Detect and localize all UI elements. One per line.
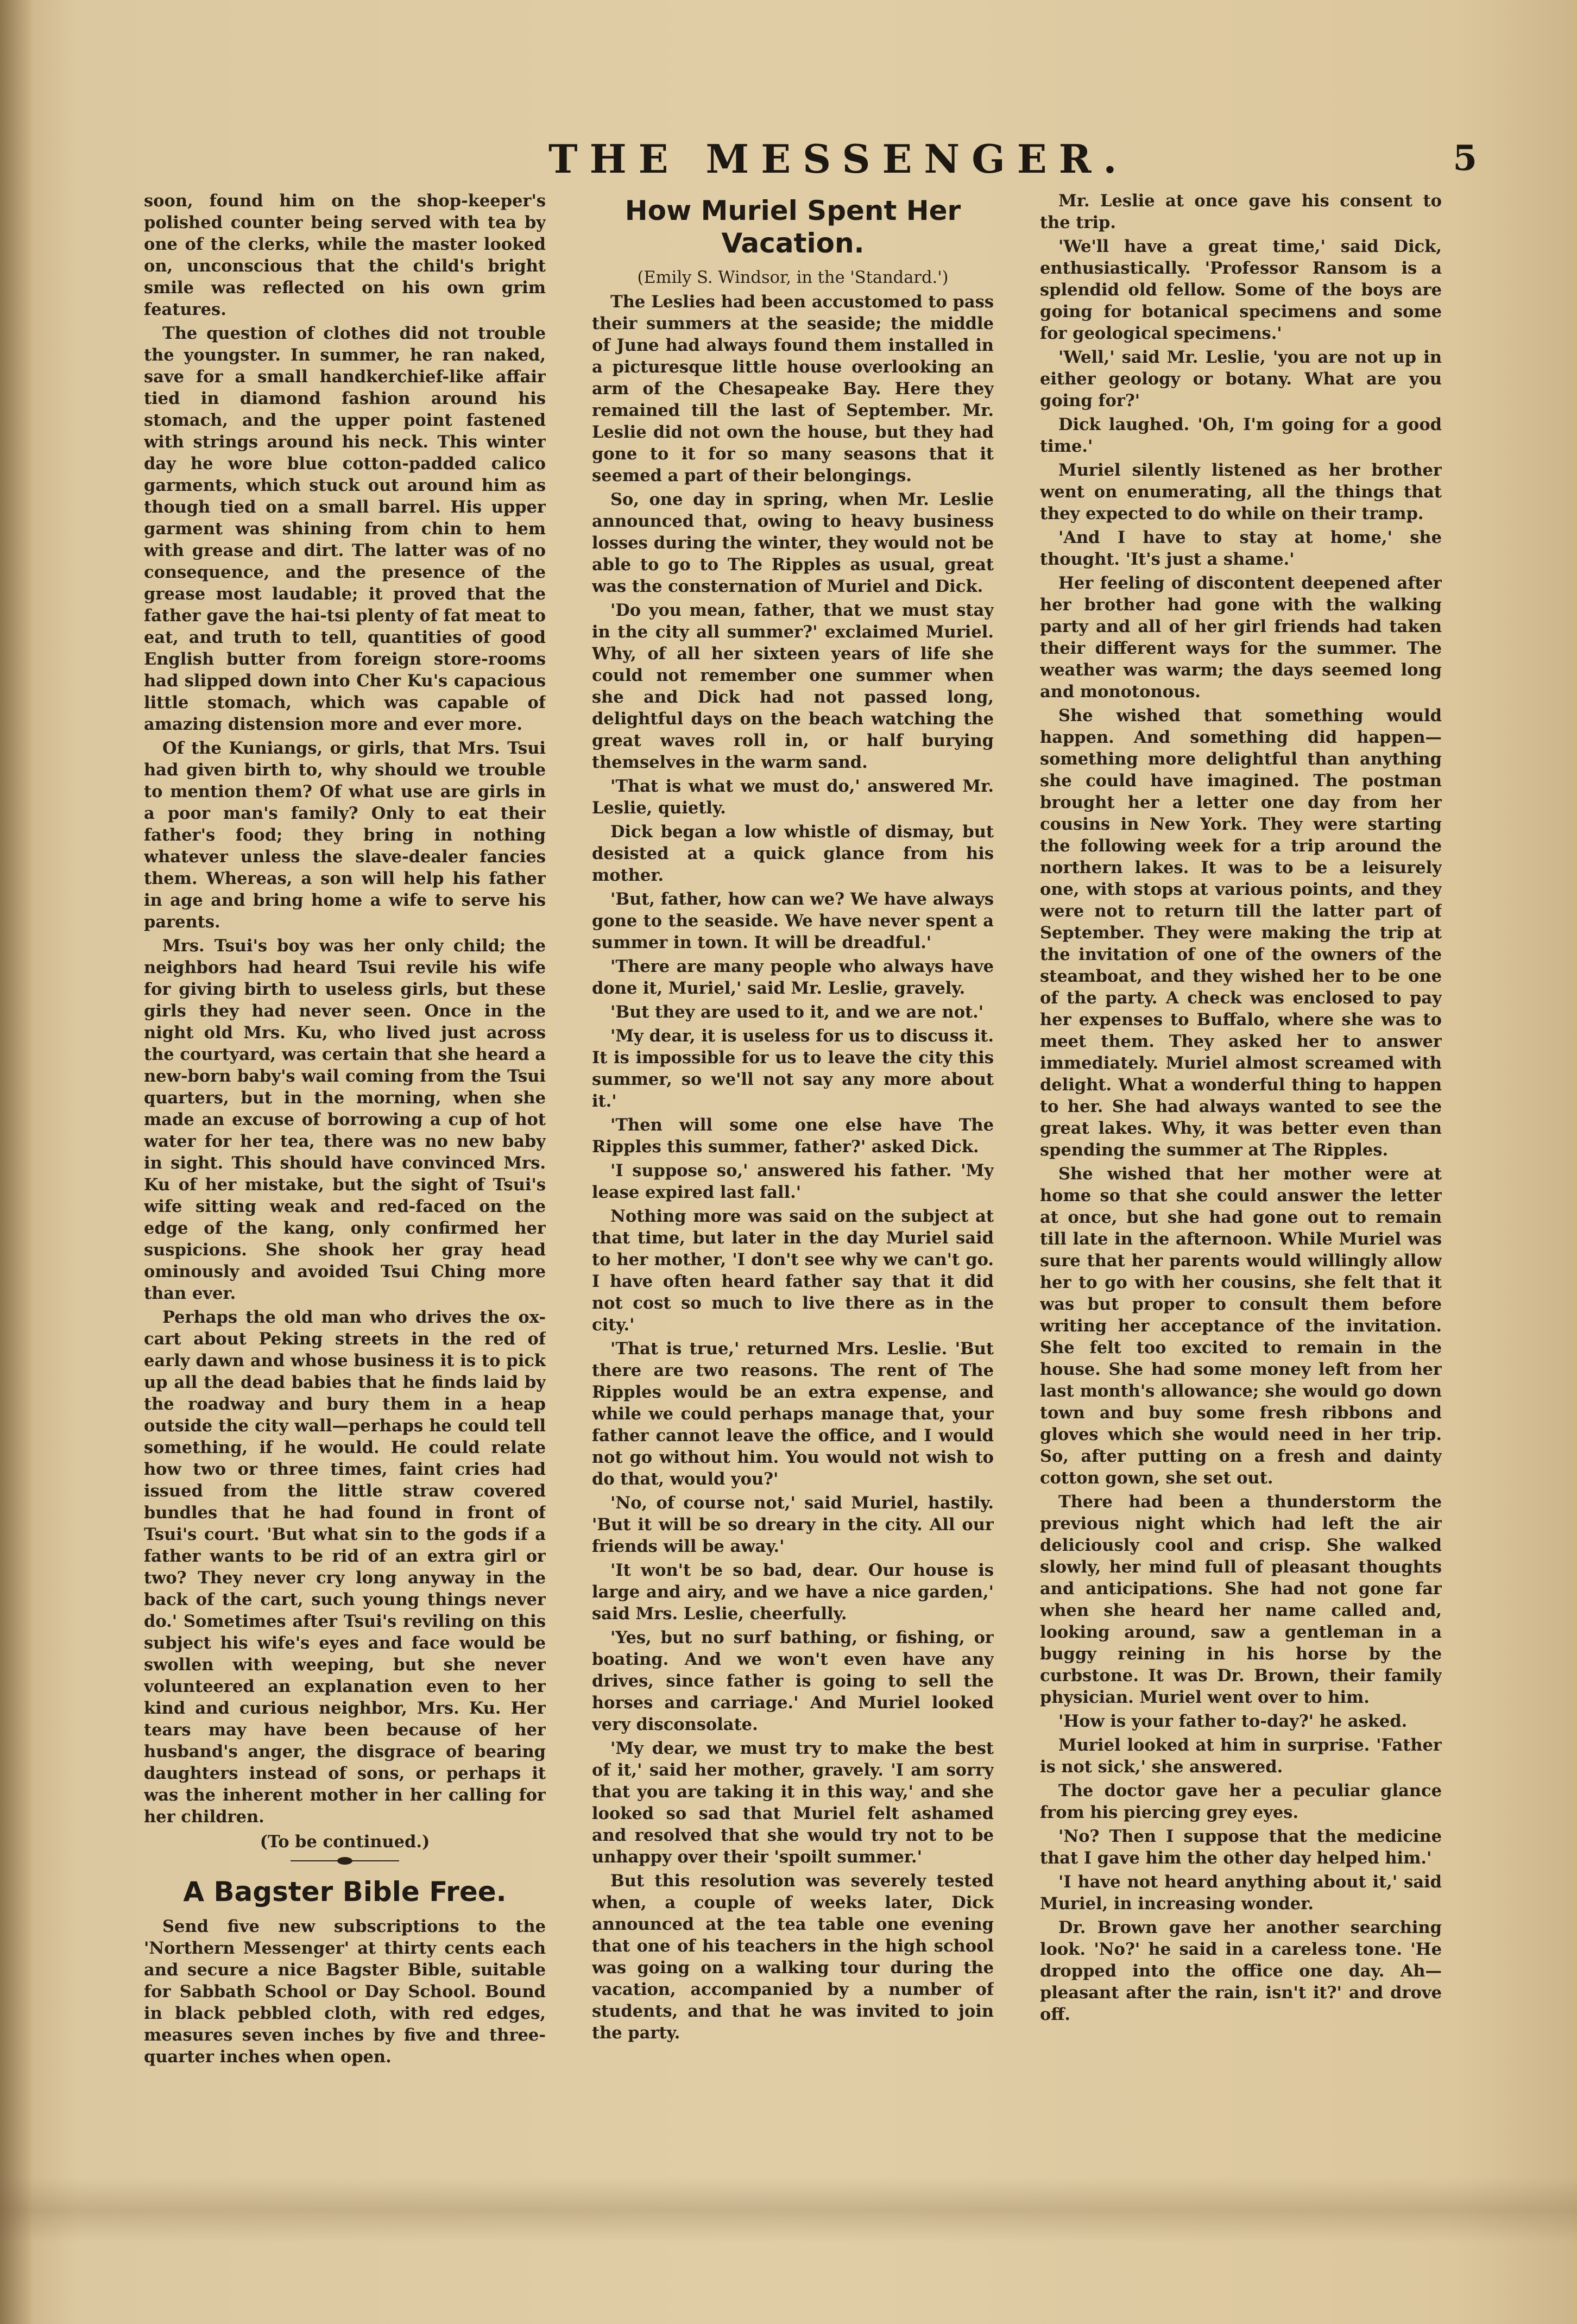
paragraph: So, one day in spring, when Mr. Leslie announced that, owing to heavy business losses during the winter, they would not be able to go to The Ripples as usual, great was the consternation of Muriel and Dick.: [592, 490, 994, 596]
masthead-title: THE MESSENGER.: [548, 136, 1129, 182]
paragraph: 'Do you mean, father, that we must stay in the city all summer?' exclaimed Muriel. Why, of all her sixteen years of life she could not remember one summer when she and Dick had not passed long, delightful days on the beach watching the great waves roll in, or half burying themselves in the warm sand.: [592, 601, 994, 772]
column-right: [1040, 190, 1442, 2215]
paragraph: Dr. Brown gave her another searching look. 'No?' he said in a careless tone. 'He dropped into the office one day. Ah—pleasant after the rain, isn't it?' and drove off.: [1040, 1918, 1442, 2024]
article-byline: (Emily S. Windsor, in the 'Standard.'): [637, 268, 949, 287]
paragraph: 'But, father, how can we? We have always gone to the seaside. We have never spent a summer in town. It will be dreadful.': [592, 889, 994, 952]
page-edge-shadow: [0, 0, 33, 2324]
paragraph: There had been a thunderstorm the previous night which had left the air deliciously cool and crisp. She walked slowly, her mind full of pleasant thoughts and anticipations. She had not gone far when she heard her name called and, looking around, saw a gentleman in a buggy reining in his horse by the curbstone. It was Dr. Brown, their family physician. Muriel went over to him.: [1040, 1492, 1442, 1707]
paragraph: Muriel looked at him in surprise. 'Father is not sick,' she answered.: [1040, 1735, 1442, 1777]
paragraph: 'And I have to stay at home,' she thought. 'It's just a shame.': [1040, 528, 1442, 569]
paragraph: Her feeling of discontent deepened after her brother had gone with the walking party and all of her girl friends had taken their different ways for the summer. The weather was warm; the days seemed long and monotonous.: [1040, 573, 1442, 702]
paragraph: She wished that something would happen. And something did happen—something more delightful than anything she could have imagined. The postman brought her a letter one day from her cousins in New York. They were starting the following week for a trip around the northern lakes. It was to be a leisurely one, with stops at various points, and they were not to return till the latter part of September. They were making the trip at the invitation of one of the owners of the steamboat, and they wished her to be one of the party. A check was enclosed to pay her expenses to Buffalo, where she was to meet them. They asked her to answer immediately. Muriel almost screamed with delight. What a wonderful thing to happen to her. She had always wanted to see the great lakes. Why, it was better even than spending the summer at The Ripples.: [1040, 706, 1442, 1160]
paragraph: 'My dear, we must try to make the best of it,' said her mother, gravely. 'I am sorry that you are taking it in this way,' and she looked so sad that Muriel felt ashamed and resolved that she would try not to be unhappy over their 'spoilt summer.': [592, 1739, 994, 1867]
paragraph: 'I have not heard anything about it,' said Muriel, in increasing wonder.: [1040, 1872, 1442, 1913]
paragraph: Muriel silently listened as her brother went on enumerating, all the things that they expected to do while on their tramp.: [1040, 460, 1442, 523]
paragraph: 'Well,' said Mr. Leslie, 'you are not up in either geology or botany. What are you going for?': [1040, 348, 1442, 411]
paragraph: 'My dear, it is useless for us to discuss it. It is impossible for us to leave the city this summer, so we'll not say any more about it.': [592, 1026, 994, 1111]
page-number: 5: [1453, 138, 1477, 179]
paragraph: 'But they are used to it, and we are not.': [610, 1002, 984, 1022]
paragraph: Perhaps the old man who drives the ox-cart about Peking streets in the red of early dawn and whose business it is to pick up all the dead babies that he finds laid by the roadway and bury them in a heap outside the city wall—perhaps he could tell something, if he would. He could relate how two or three times, faint cries had issued from the little straw covered bundles that he had found in front of Tsui's court. 'But what sin to the gods if a father wants to be rid of an extra girl or two? They never cry long anyway in the back of the cart, such young things never do.' Sometimes after Tsui's reviling on this subject his wife's eyes and face would be swollen with weeping, but she never volunteered an explanation even to her kind and curious neighbor, Mrs. Ku. Her tears may have been because of her husband's anger, the disgrace of bearing daughters instead of sons, or perhaps it was the inherent mother in her calling for her children.: [144, 1308, 546, 1827]
to-be-continued: (To be continued.): [260, 1832, 430, 1852]
column-middle: [592, 190, 994, 2215]
paragraph: Dick laughed. 'Oh, I'm going for a good time.': [1040, 415, 1442, 456]
section-divider: [291, 1860, 399, 1861]
paragraph: 'How is your father to-day?' he asked.: [1058, 1712, 1408, 1731]
paragraph: She wished that her mother were at home so that she could answer the letter at once, but she had gone out to remain till late in the afternoon. While Muriel was sure that her parents would willingly allow her to go with her cousins, she felt that it was but proper to consult them before writing her acceptance of the invitation. She felt too excited to remain in the house. She had some money left from her last month's allowance; she would go down town and buy some fresh ribbons and gloves which she would need in her trip. So, after putting on a fresh and dainty cotton gown, she set out.: [1040, 1164, 1442, 1488]
paragraph: 'Then will some one else have The Ripples this summer, father?' asked Dick.: [592, 1115, 994, 1157]
paragraph: 'No, of course not,' said Muriel, hastily. 'But it will be so dreary in the city. All our friends will be away.': [592, 1493, 994, 1556]
paragraph: Of the Kuniangs, or girls, that Mrs. Tsui had given birth to, why should we trouble to mention them? Of what use are girls in a poor man's family? Only to eat their father's food; they bring in nothing whatever unless the slave-dealer fancies them. Whereas, a son will help his father in age and bring home a wife to serve his parents.: [144, 738, 546, 932]
paragraph: 'I suppose so,' answered his father. 'My lease expired last fall.': [592, 1161, 994, 1202]
bible-offer-text: Send five new subscriptions to the 'Northern Messenger' at thirty cents each and secure a nice Bagster Bible, suitable for Sabbath School or Day School. Bound in black pebbled cloth, with red edges, measures seven inches by five and three-quarter inches when open.: [144, 1917, 546, 2067]
paragraph: But this resolution was severely tested when, a couple of weeks later, Dick announced at the tea table one evening that one of his teachers in the high school was going on a walking tour during the vacation, accompanied by a number of students, and that he was invited to join the party.: [592, 1871, 994, 2043]
page-header: [141, 136, 1477, 195]
paragraph: Mr. Leslie at once gave his consent to the trip.: [1040, 191, 1442, 232]
paragraph: The doctor gave her a peculiar glance from his piercing grey eyes.: [1040, 1781, 1442, 1822]
paragraph: Dick began a low whistle of dismay, but desisted at a quick glance from his mother.: [592, 822, 994, 885]
paragraph: Mrs. Tsui's boy was her only child; the neighbors had heard Tsui revile his wife for giving birth to useless girls, but these girls they had never seen. Once in the night old Mrs. Ku, who lived just across the courtyard, was certain that she heard a new-born baby's wail coming from the Tsui quarters, but in the morning, when she made an excuse of borrowing a cup of hot water for her tea, there was no new baby in sight. This should have convinced Mrs. Ku of her mistake, but the sight of Tsui's wife sitting weak and red-faced on the edge of the kang, only confirmed her suspicions. She shook her gray head ominously and avoided Tsui Ching more than ever.: [144, 936, 546, 1303]
bible-offer-title: A Bagster Bible Free.: [183, 1876, 507, 1908]
paragraph: The Leslies had been accustomed to pass their summers at the seaside; the middle of June had always found them installed in a picturesque little house overlooking an arm of the Chesapeake Bay. Here they remained till the last of September. Mr. Leslie did not own the house, but they had gone to it for so many seasons that it seemed a part of their belongings.: [592, 292, 994, 485]
paragraph: 'That is what we must do,' answered Mr. Leslie, quietly.: [592, 776, 994, 818]
paragraph: 'No? Then I suppose that the medicine that I gave him the other day helped him.': [1040, 1827, 1442, 1868]
column-left: [144, 190, 546, 2215]
paragraph: 'We'll have a great time,' said Dick, enthusiastically. 'Professor Ransom is a splendid old fellow. Some of the boys are going for botanical specimens and some for geological specimens.': [1040, 237, 1442, 343]
paragraph: Nothing more was said on the subject at that time, but later in the day Muriel said to her mother, 'I don't see why we can't go. I have often heard father say that it did not cost so much to live there as in the city.': [592, 1207, 994, 1335]
paragraph: 'There are many people who always have done it, Muriel,' said Mr. Leslie, gravely.: [592, 957, 994, 998]
article-title: How Muriel Spent Her Vacation.: [625, 195, 961, 259]
paragraph: 'That is true,' returned Mrs. Leslie. 'But there are two reasons. The rent of The Ripples would be an extra expense, and while we could perhaps manage that, your father cannot leave the office, and I would not go without him. You would not wish to do that, would you?': [592, 1339, 994, 1489]
paragraph: The question of clothes did not trouble the youngster. In summer, he ran naked, save for a small handkerchief-like affair tied in diamond fashion around his stomach, and the upper point fastened with strings around his neck. This winter day he wore blue cotton-padded calico garments, which stuck out around him as though tied on a small barrel. His upper garment was shining from chin to hem with grease and dirt. The latter was of no consequence, and the presence of the grease most laudable; it proved that the father gave the hai-tsi plenty of fat meat to eat, and truth to tell, quantities of good English butter from foreign store-rooms had slipped down into Cher Ku's capacious little stomach, which was capable of amazing distension more and ever more.: [144, 324, 546, 734]
paragraph: soon, found him on the shop-keeper's polished counter being served with tea by one of the clerks, while the master looked on, unconscious that the child's bright smile was reflected on his own grim features.: [144, 191, 546, 319]
paragraph: 'Yes, but no surf bathing, or fishing, or boating. And we won't even have any drives, since father is going to sell the horses and carriage.' And Muriel looked very disconsolate.: [592, 1628, 994, 1734]
paragraph: 'It won't be so bad, dear. Our house is large and airy, and we have a nice garden,' said Mrs. Leslie, cheerfully.: [592, 1561, 994, 1624]
